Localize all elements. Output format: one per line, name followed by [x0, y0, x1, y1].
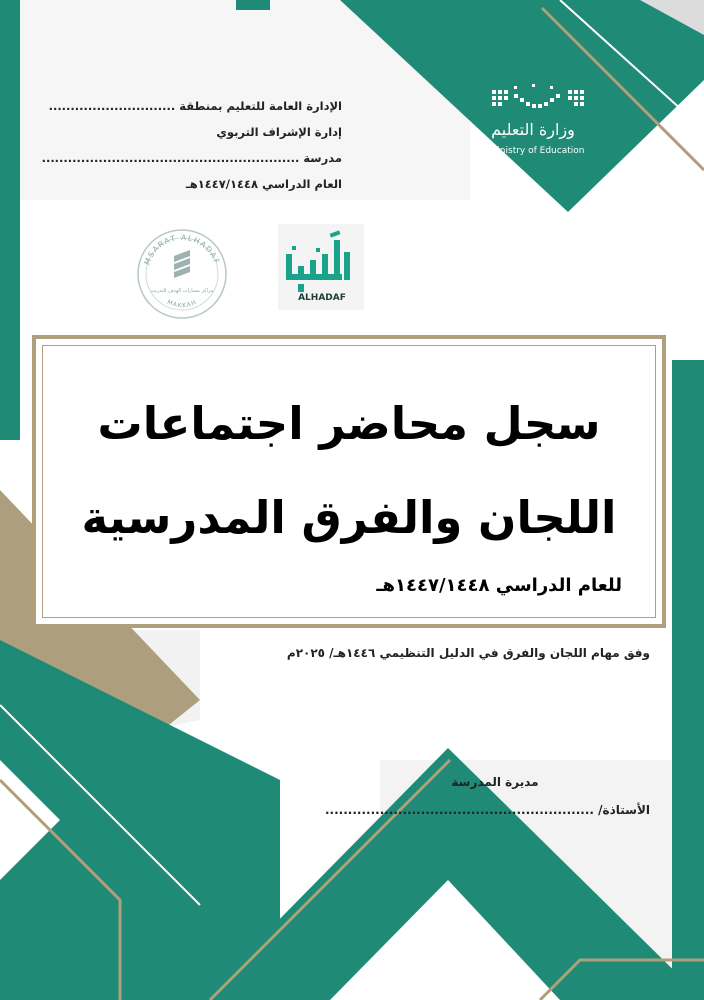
principal-block [324, 775, 650, 817]
region-line: الإدارة العامة للتعليم بمنطقة ............................. [48, 99, 342, 113]
bg-teal-top-left-small [236, 0, 270, 10]
guide-reference: وفق مهام اللجان والفرق في الدليل التنظيمي ١٤٤٦هـ/ ٢٠٢٥م [286, 646, 650, 660]
title-frame [32, 335, 666, 628]
round-logo-center-text: مراكز مسارات الهدف للتدريب [150, 288, 214, 294]
ministry-logo [478, 84, 596, 164]
supervision-line: إدارة الإشراف التربوي [216, 125, 342, 139]
round-logo-top-text: MSARAT ALHADAF [142, 232, 222, 267]
principal-name-line: الأستاذة/ ........................................................... [324, 803, 650, 817]
title-line-2: اللجان والفرق المدرسية [81, 491, 617, 544]
bg-teal-top-left [0, 0, 20, 440]
ministry-dots-icon [490, 84, 586, 114]
ministry-name-en: Ministry of Education [489, 146, 585, 156]
principal-role: مديرة المدرسة [451, 775, 539, 789]
bg-teal-right [672, 360, 704, 1000]
ministry-name-ar: وزارة التعليم [491, 120, 575, 139]
round-logo-bottom-text: MAKKAH [165, 298, 199, 310]
header-info [41, 96, 342, 200]
year-line: العام الدراسي ١٤٤٧/١٤٤٨هـ [185, 177, 342, 191]
title-line-1: سجل محاضر اجتماعات [97, 397, 601, 450]
school-line: مدرسة ........................................................... [41, 151, 342, 165]
msarat-logo-text: ALHADAF [298, 293, 346, 303]
title-subtitle: للعام الدراسي ١٤٤٧/١٤٤٨هـ [376, 575, 622, 596]
msarat-logo [278, 224, 364, 310]
msarat-round-logo [134, 226, 230, 322]
